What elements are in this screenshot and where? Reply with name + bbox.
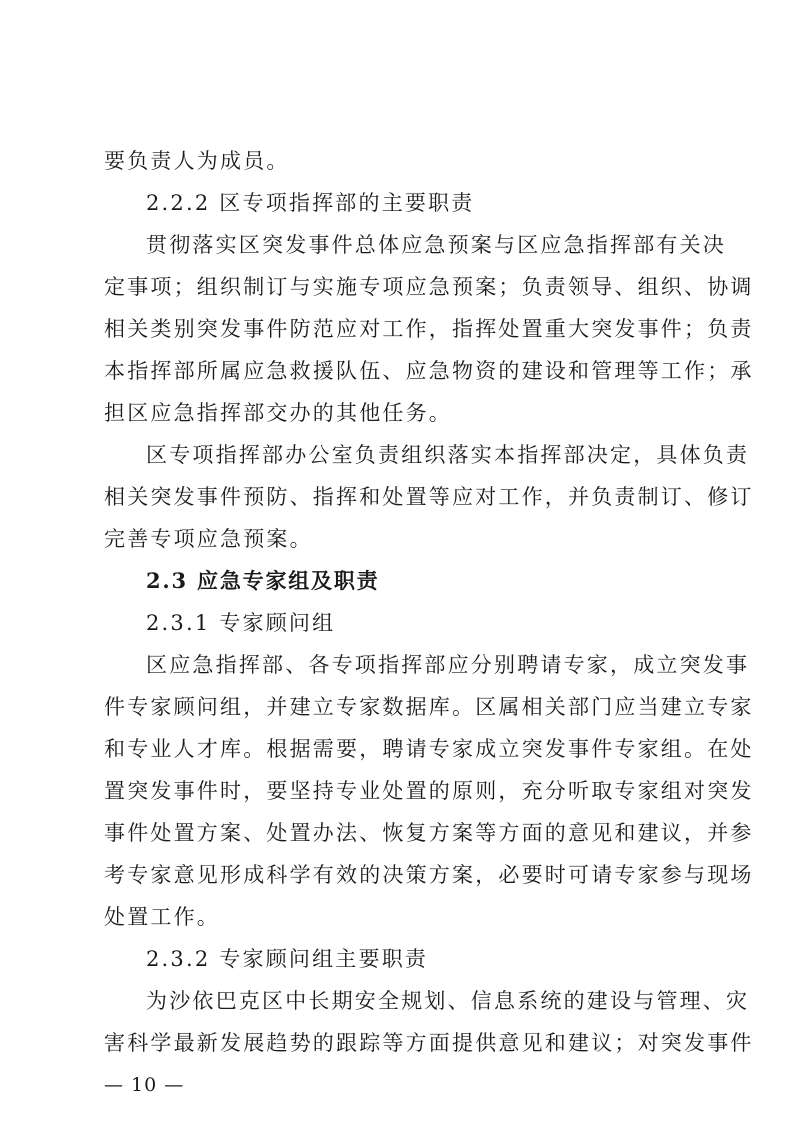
paragraph-line: 相关突发事件预防、指挥和处置等应对工作，并负责制订、修订	[104, 485, 754, 509]
paragraph-line: 害科学最新发展趋势的跟踪等方面提供意见和建议；对突发事件	[104, 1031, 754, 1055]
paragraph-line: 要负责人为成员。	[104, 149, 290, 173]
page-number: — 10 —	[104, 1074, 185, 1096]
section-heading-2-3-2: 2.3.2 专家顾问组主要职责	[146, 947, 429, 971]
paragraph-line: 定事项；组织制订与实施专项应急预案；负责领导、组织、协调	[104, 275, 754, 299]
paragraph-line: 考专家意见形成科学有效的决策方案，必要时可请专家参与现场	[104, 863, 754, 887]
paragraph-line: 贯彻落实区突发事件总体应急预案与区应急指挥部有关决	[146, 233, 726, 257]
paragraph-line: 区专项指挥部办公室负责组织落实本指挥部决定，具体负责	[146, 443, 750, 467]
section-heading-2-3-1: 2.3.1 专家顾问组	[146, 611, 336, 635]
section-heading-2-3: 2.3 应急专家组及职责	[146, 568, 380, 593]
paragraph-line: 区应急指挥部、各专项指挥部应分别聘请专家，成立突发事	[146, 653, 750, 677]
paragraph-line: 完善专项应急预案。	[104, 527, 313, 551]
paragraph-line: 和专业人才库。根据需要，聘请专家成立突发事件专家组。在处	[104, 737, 754, 761]
paragraph-line: 为沙依巴克区中长期安全规划、信息系统的建设与管理、灾	[146, 989, 750, 1013]
paragraph-line: 事件处置方案、处置办法、恢复方案等方面的意见和建议，并参	[104, 821, 754, 845]
paragraph-line: 件专家顾问组，并建立专家数据库。区属相关部门应当建立专家	[104, 695, 754, 719]
paragraph-line: 置突发事件时，要坚持专业处置的原则，充分听取专家组对突发	[104, 779, 754, 803]
paragraph-line: 相关类别突发事件防范应对工作，指挥处置重大突发事件；负责	[104, 317, 754, 341]
paragraph-line: 处置工作。	[104, 905, 220, 929]
paragraph-line: 担区应急指挥部交办的其他任务。	[104, 401, 452, 425]
paragraph-line: 本指挥部所属应急救援队伍、应急物资的建设和管理等工作；承	[104, 359, 754, 383]
section-heading-2-2-2: 2.2.2 区专项指挥部的主要职责	[146, 191, 475, 215]
